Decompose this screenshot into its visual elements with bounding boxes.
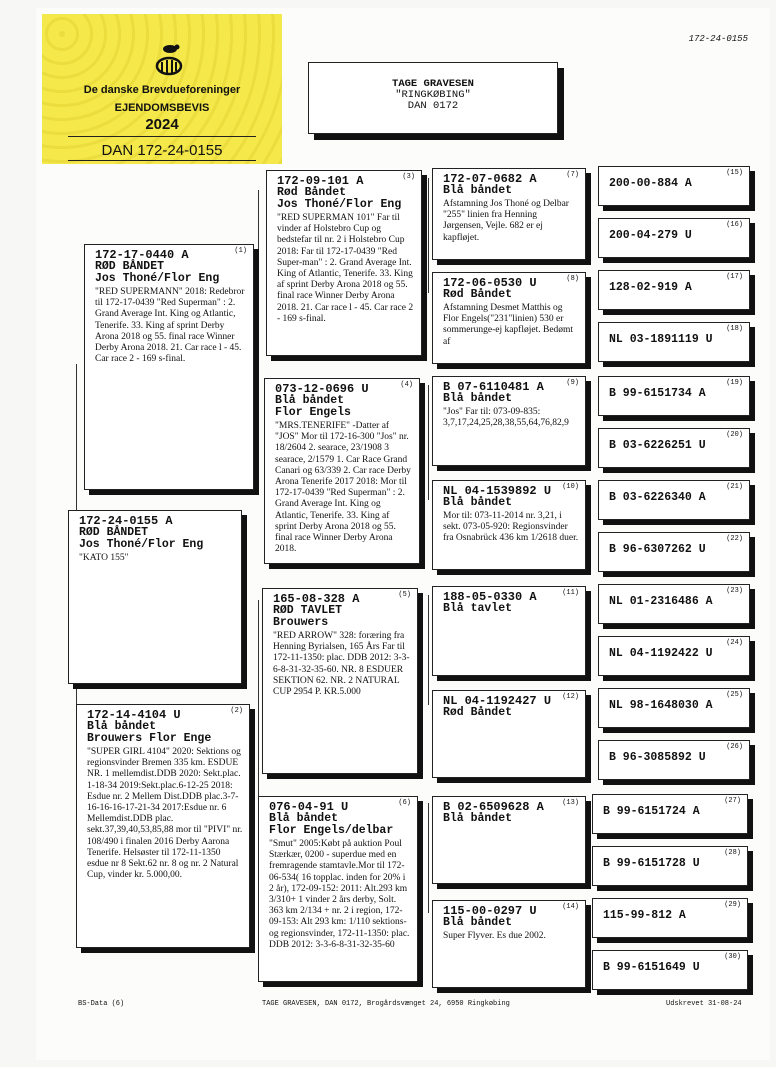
pedigree-position: (30) (724, 953, 741, 961)
pedigree-position: (22) (726, 535, 743, 543)
connector-line (428, 178, 429, 293)
union-logo-icon (154, 42, 184, 82)
pigeon-color: Blå båndet (443, 916, 513, 929)
ring-number: 200-04-279 U (609, 229, 692, 242)
pigeon-card-great-grandparent (432, 586, 586, 676)
card-organization: De danske Brevdueforeninger (83, 84, 241, 96)
pigeon-card-gen4 (598, 428, 750, 468)
footer-printed-date: Udskrevet 31-08-24 (666, 1000, 742, 1008)
pedigree-position: (4) (400, 381, 413, 389)
pigeon-card-gen4 (592, 950, 748, 990)
pedigree-position: (29) (724, 901, 741, 909)
pigeon-card-gen4 (598, 166, 750, 206)
pigeon-card-great-grandparent (432, 168, 586, 260)
pigeon-breeder: Jos Thoné/Flor Eng (277, 198, 402, 211)
pedigree-position: (28) (724, 849, 741, 857)
footer-software: BS-Data (6) (78, 1000, 125, 1008)
pigeon-card-gen4 (598, 270, 750, 310)
ring-number: B 96-3085892 U (609, 751, 706, 764)
pedigree-position: (7) (566, 171, 579, 179)
pigeon-color: Rød Båndet (443, 288, 513, 301)
pigeon-color: Blå båndet (87, 720, 157, 733)
ring-number: 172-06-0530 U (443, 276, 537, 290)
pedigree-position: (17) (726, 273, 743, 281)
card-divider (68, 160, 256, 161)
ownership-card (42, 14, 282, 164)
ring-number: 172-24-0155 A (79, 514, 173, 528)
pedigree-position: (20) (726, 431, 743, 439)
ring-number: NL 03-1891119 U (609, 333, 713, 346)
footer-address: TAGE GRAVESEN, DAN 0172, Brogårdsvænget 24, 6950 Ringkøbing (262, 1000, 510, 1008)
ring-number: B 99-6151649 U (603, 961, 700, 974)
pigeon-info: "MRS.TENERIFE" -Datter af "JOS" Mor til 172-16-300 "Jos" nr. 18/2604 2. searace, 23/1908 3 searace, 2/1579 1. Car Race Grand Canari og 63/339 2. Car race Derby Arona Tenerife 2017 2018: Mor til 172-17-0439 "Red Superman" : 2. Grand Average Int. King og Atlantic, Tenerife. 33. King af sprint Derby Arona 2018 og 55. final race Winner Derby Arona 2018. (275, 421, 411, 555)
pedigree-position: (9) (566, 379, 579, 387)
pigeon-info: "SUPER GIRL 4104" 2020: Sektions og regionsvinder Bremen 335 km. ESDUE NR. 1 mellemdist.DDB 2020: Sekt.plac. 1-18-34 2019:Sekt.plac.6-12-25 2018: Esdue nr. 2 Mellem Dist.DDB plac.3-7-16-16-16-17-21-34 2017:Esdue nr. 6 Mellemdist.DDB plac. sekt.37,39,40,53,85,88 mor til "PIVI" nr. 108/490 i finalen 2016 Derby Aarona Tenerife. Helsøster til 172-11-1350 esdue nr 8 Sekt.62 nr. 8 og nr. 2 Natural Cup, vinder kr. 5.000,00. (87, 747, 243, 881)
owner-city: "RINGKØBING" (395, 89, 471, 101)
pedigree-position: (16) (726, 221, 743, 229)
pigeon-info: "KATO 155" (79, 553, 129, 563)
pigeon-info: "Jos" Far til: 073-09-835: 3,7,17,24,25,28,38,55,64,76,82,9 (443, 407, 569, 429)
pigeon-card-grandparent (258, 796, 418, 982)
pigeon-info: "RED SUPERMAN 101" Far til vinder af Holstebro Cup og bedstefar til nr. 2 i Holstebro Cup 2018: Far til 172-17-0439 "Red Super-man" : 2. Grand Average Int. King of Atlantic, Tenerife. 33. King af sprint Derby Arona 2018 og 55. final race Winner Derby Arona 2018. 21. Car race l - 45. Car race 2 - 169 s-final. (277, 213, 414, 324)
pedigree-position: (6) (398, 799, 411, 807)
pigeon-color: Blå båndet (269, 812, 339, 825)
pigeon-card-great-grandparent (432, 272, 586, 364)
pigeon-card-great-grandparent (432, 376, 586, 466)
pedigree-position: (1) (234, 247, 247, 255)
pigeon-card-great-grandparent (432, 900, 586, 988)
ring-number: 200-00-884 A (609, 177, 692, 190)
connector-line (428, 803, 429, 913)
pigeon-info: "RED ARROW" 328: foræring fra Henning Byrialsen, 165 Års Far til 172-11-1350: plac. DDB 2012: 3-3-6-8-31-32-35-60. NR. 8 ESDUER SEKTION 62. NR. 2 NATURAL CUP 2954 P. KR.5.000 (273, 631, 410, 698)
pigeon-card-gen4 (598, 322, 750, 362)
pigeon-card-gen4 (598, 636, 750, 676)
pedigree-position: (2) (230, 707, 243, 715)
pigeon-card-gen4 (598, 480, 750, 520)
connector-line (428, 595, 429, 705)
pigeon-card-dam (76, 704, 250, 948)
ring-number: 172-17-0440 A (95, 248, 189, 262)
ring-number: 115-99-812 A (603, 909, 686, 922)
pigeon-card-gen4 (598, 688, 750, 728)
pigeon-info: Afstamning Desmet Matthis og Flor Engels("231"linien) 530 er sommerunge-ej kapfløjet. Bedømt af (443, 303, 574, 347)
ring-number: NL 04-1539892 U (443, 484, 552, 498)
pedigree-position: (24) (726, 639, 743, 647)
pigeon-breeder: Jos Thoné/Flor Eng (79, 538, 204, 551)
ring-number: NL 04-1192422 U (609, 647, 713, 660)
pigeon-color: Blå båndet (443, 496, 513, 509)
pedigree-position: (15) (726, 169, 743, 177)
document-reference: 172-24-0155 (688, 34, 748, 44)
pigeon-breeder: Flor Engels/delbar (269, 824, 394, 837)
pedigree-position: (3) (402, 173, 415, 181)
pedigree-position: (23) (726, 587, 743, 595)
pigeon-card-gen4 (592, 846, 748, 886)
ring-number: NL 98-1648030 A (609, 699, 713, 712)
pigeon-color: Rød Båndet (443, 706, 513, 719)
pedigree-position: (11) (562, 589, 579, 597)
pigeon-color: RØD BÅNDET (79, 526, 149, 539)
pedigree-position: (21) (726, 483, 743, 491)
pigeon-color: Blå båndet (443, 392, 513, 405)
ring-number: NL 04-1192427 U (443, 694, 552, 708)
pedigree-position: (26) (726, 743, 743, 751)
owner-name: TAGE GRAVESEN (392, 78, 474, 90)
card-title: EJENDOMSBEVIS (114, 102, 210, 114)
ring-number: 115-00-0297 U (443, 904, 537, 918)
pigeon-info: "Smut" 2005:Købt på auktion Poul Stærkær, 0200 - superdue med en fremragende stamtavle.Mor til 172-06-534( 16 topplac. inden for 20% i 2 år), 172-09-152: 2011: Alt.293 km 3/310+ 1 vinder 2 års derby, Solt. 363 km 2/134 + nr. 2 i region, 172-09-153: Alt 293 km: 1/110 sektions- og regionsvinder, 172-11-1350: plac. DDB 2012: 3-3-6-8-31-32-35-60 (269, 839, 410, 950)
pedigree-position: (14) (562, 903, 579, 911)
pigeon-info: Afstamning Jos Thoné og Delbar "255" linien fra Henning Jørgensen, Vejle. 682 er ej kapfløjet. (443, 199, 569, 243)
card-year: 2024 (145, 116, 179, 133)
pigeon-card-gen4 (598, 584, 750, 624)
pedigree-position: (10) (562, 483, 579, 491)
ring-number: 073-12-0696 U (275, 382, 369, 396)
ring-number: 172-09-101 A (277, 174, 364, 188)
pigeon-breeder: Flor Engels (275, 406, 351, 419)
pigeon-card-great-grandparent (432, 690, 586, 778)
pedigree-position: (12) (562, 693, 579, 701)
pedigree-position: (18) (726, 325, 743, 333)
pedigree-position: (13) (562, 799, 579, 807)
ring-number: B 99-6151728 U (603, 857, 700, 870)
pigeon-color: Blå tavlet (443, 602, 513, 615)
pedigree-position: (27) (724, 797, 741, 805)
pigeon-card-subject (68, 510, 242, 684)
pigeon-card-great-grandparent (432, 480, 586, 570)
card-divider (68, 136, 256, 137)
ring-number: B 96-6307262 U (609, 543, 706, 556)
pigeon-card-gen4 (598, 532, 750, 572)
ring-number: 076-04-91 U (269, 800, 349, 814)
owner-box (308, 62, 558, 134)
ring-number: 172-14-4104 U (87, 708, 181, 722)
ring-number: 165-08-328 A (273, 592, 360, 606)
pigeon-breeder: Brouwers Flor Enge (87, 732, 212, 745)
pigeon-card-great-grandparent (432, 796, 586, 884)
pigeon-card-sire (84, 244, 254, 490)
pedigree-position: (25) (726, 691, 743, 699)
connector-line (428, 385, 429, 500)
pigeon-color: Blå båndet (275, 394, 345, 407)
pigeon-card-gen4 (592, 898, 748, 938)
pigeon-info: Super Flyver. Es due 2002. (443, 931, 546, 941)
pigeon-card-gen4 (592, 794, 748, 834)
ring-number: B 99-6151734 A (609, 387, 706, 400)
pigeon-color: Blå båndet (443, 812, 513, 825)
ring-number: B 03-6226251 U (609, 439, 706, 452)
pedigree-position: (8) (566, 275, 579, 283)
pigeon-card-grandparent (262, 588, 418, 774)
card-ring-number: DAN 172-24-0155 (101, 142, 223, 159)
pedigree-position: (5) (398, 591, 411, 599)
pigeon-card-gen4 (598, 740, 750, 780)
pigeon-color: Blå båndet (443, 184, 513, 197)
pigeon-breeder: Brouwers (273, 616, 329, 629)
ring-number: B 07-6110481 A (443, 380, 544, 394)
pedigree-position: (19) (726, 379, 743, 387)
ring-number: B 03-6226340 A (609, 491, 706, 504)
pigeon-info: Mor til: 073-11-2014 nr. 3,21, i sekt. 073-05-920: Regionsvinder fra Osnabrück 436 km 1/2618 duer. (443, 511, 579, 544)
pigeon-color: RØD TAVLET (273, 604, 343, 617)
ring-number: B 02-6509628 A (443, 800, 544, 814)
pigeon-card-grandparent (264, 378, 420, 564)
ring-number: 188-05-0330 A (443, 590, 537, 604)
ring-number: B 99-6151724 A (603, 805, 700, 818)
pigeon-card-grandparent (266, 170, 422, 356)
pigeon-info: "RED SUPERMANN" 2018: Redebror til 172-17-0439 "Red Superman" : 2. Grand Average Int. King og Atlantic, Tenerife. 33. King af sprint Derby Arona 2018 og 55. final race Winner Derby Arona 2018. 21. Car race l - 45. Car race 2 - 169 s-final. (95, 287, 245, 365)
pigeon-color: RØD BÅNDET (95, 260, 165, 273)
pigeon-card-gen4 (598, 218, 750, 258)
ring-number: NL 01-2316486 A (609, 595, 713, 608)
owner-code: DAN 0172 (407, 100, 459, 112)
connector-line (258, 190, 259, 415)
ring-number: 172-07-0682 A (443, 172, 537, 186)
pigeon-breeder: Jos Thoné/Flor Eng (95, 272, 220, 285)
pigeon-color: Rød Båndet (277, 186, 347, 199)
ring-number: 128-02-919 A (609, 281, 692, 294)
pigeon-card-gen4 (598, 376, 750, 416)
